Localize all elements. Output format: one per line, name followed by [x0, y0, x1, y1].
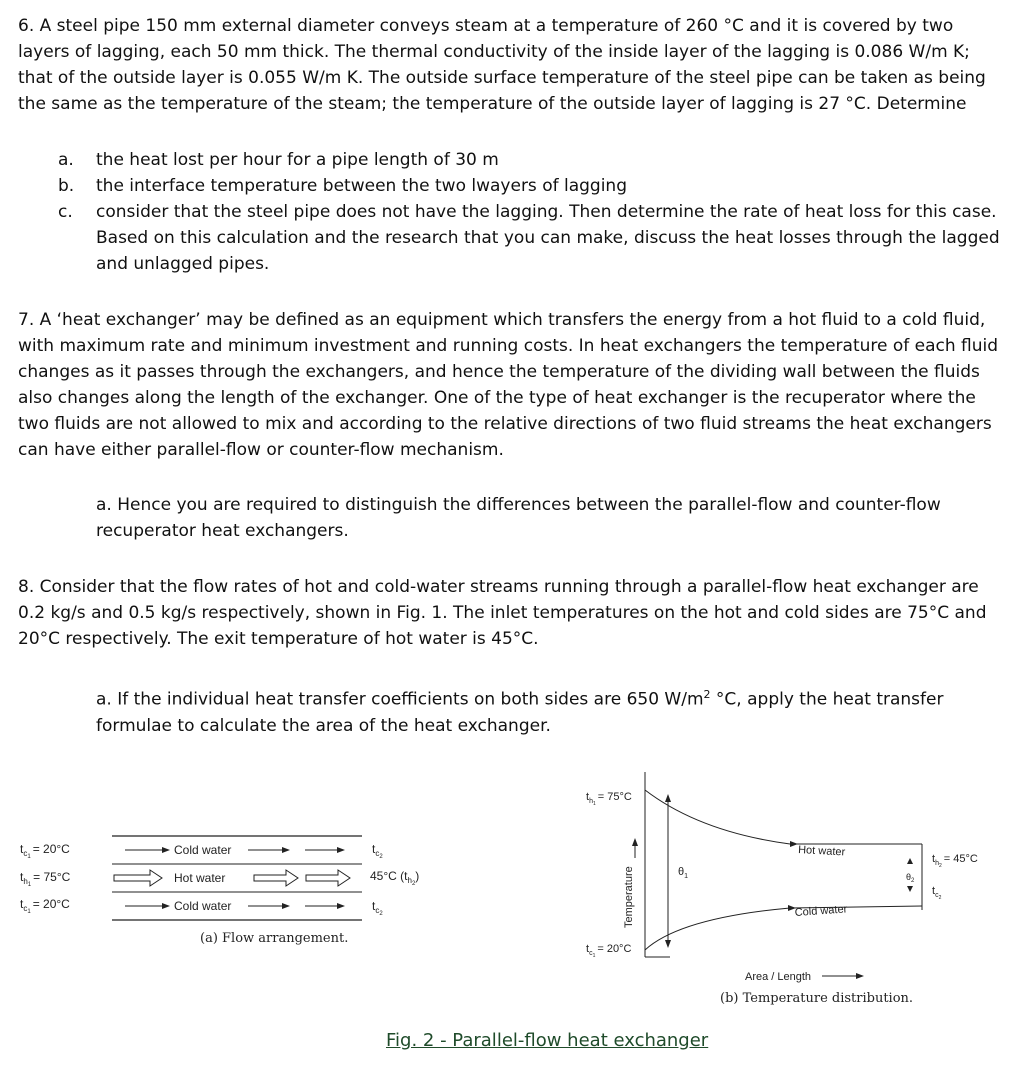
- y-arrowhead: [632, 838, 638, 846]
- flow-arrangement-caption: (a) Flow arrangement.: [200, 931, 349, 946]
- th2-right-label: $t_h2= 45^\circ C$: [932, 853, 978, 869]
- theta1-label: $\theta_1$: [678, 866, 689, 880]
- theta2-label: $\theta_2$: [906, 872, 915, 884]
- th1-axis-label: $t_h1= 75^\circ C$: [586, 791, 632, 807]
- list-text: consider that the steel pipe does not have the lagging. Then determine the rate of heat loss for this case. Based on this calculation and the research that you can make, discuss the heat losses through the lagged and unlagged pipes.: [96, 202, 1000, 274]
- x-axis-label: Area / Length: [745, 971, 812, 983]
- list-marker: b.: [58, 176, 75, 196]
- tc2-right-label: $t_c2$: [932, 885, 942, 901]
- hot-water-label: Hot water: [174, 871, 226, 885]
- list-marker: c.: [58, 202, 73, 222]
- y-axis-label: Temperature: [623, 866, 635, 928]
- q7-intro: 7. A ‘heat exchanger’ may be defined as an equipment which transfers the energy from a hot fluid to a cold fluid, with maximum rate and minimum investment and running costs. In heat exchangers the temperature of each fluid changes as it passes through the exchangers, and hence the temperature of the dividing wall between the fluids also changes along the length of the exchanger. One of the type of heat exchanger is the recuperator where the two fluids are not allowed to mix and according to the relative directions of two fluid streams the heat exchangers can have either parallel-flow or counter-flow mechanism.: [18, 310, 999, 460]
- cold-arrowhead: [162, 847, 170, 853]
- th2-exit-label: 45°C $(t_h2)$: [370, 869, 420, 887]
- hot-hollow-arrow: [254, 870, 298, 886]
- hot-water-curve-label: Hot water: [797, 844, 846, 859]
- theta2-arrowhead-down: [907, 886, 913, 892]
- temperature-distribution-figure: [560, 760, 1000, 1015]
- x-arrowhead: [856, 973, 864, 979]
- hot-curve: [645, 790, 922, 844]
- q8-intro: 8. Consider that the flow rates of hot and cold-water streams running through a parallel-flow heat exchanger are 0.2 kg/s and 0.5 kg/s respectively, shown in Fig. 1. The inlet temperatures on the hot and cold sides are 75°C and 20°C respectively. The exit temperature of hot water is 45°C.: [18, 577, 987, 649]
- th1-label: $t_h1= 75^\circ C$: [20, 870, 71, 888]
- flow-arrangement-figure: [0, 760, 420, 960]
- tc2-top-label: $t_c2$: [372, 842, 383, 860]
- q8-sub-a: [96, 682, 996, 739]
- tc1-top-label: $t_c1= 20^\circ C$: [20, 842, 70, 860]
- tc1-axis-label: $t_c1= 20^\circ C$: [586, 943, 632, 959]
- figure-caption: Fig. 2 - Parallel-flow heat exchanger: [386, 1030, 709, 1051]
- hot-curve-arrowhead: [790, 841, 798, 847]
- cold-water-bottom-label: Cold water: [174, 899, 232, 913]
- theta1-arrowhead-down: [665, 940, 671, 948]
- list-marker: a.: [58, 150, 74, 170]
- q8-sub-a-pre: a. If the individual heat transfer coefficients on both sides are 650 W/m: [96, 689, 704, 710]
- q8-sub-a-post: °C, apply the heat transfer formulae to calculate the area of the heat exchanger.: [96, 689, 944, 736]
- list-item: [58, 199, 1008, 277]
- theta2-arrowhead-up: [907, 858, 913, 864]
- tc2-bottom-label: $t_c2$: [372, 899, 383, 917]
- cold-water-curve-label: Cold water: [794, 903, 848, 919]
- cold-arrowhead: [282, 847, 290, 853]
- q6-list: [58, 147, 1008, 277]
- cold-arrowhead: [337, 847, 345, 853]
- q7-sub-a: a. Hence you are required to distinguish the differences between the parallel-flow and counter-flow recuperator heat exchangers.: [96, 495, 941, 541]
- list-text: the interface temperature between the two lwayers of lagging: [96, 176, 627, 196]
- cold-curve: [645, 906, 922, 950]
- cold-water-top-label: Cold water: [174, 843, 232, 857]
- cold-arrowhead: [162, 903, 170, 909]
- cold-arrowhead: [282, 903, 290, 909]
- list-item: [58, 173, 1008, 199]
- hot-hollow-arrow: [114, 870, 162, 886]
- tc1-bottom-label: $t_c1= 20^\circ C$: [20, 897, 70, 915]
- theta1-arrowhead-up: [665, 794, 671, 802]
- q8-sub-a-sup: 2: [703, 688, 711, 701]
- list-text: the heat lost per hour for a pipe length of 30 m: [96, 150, 499, 170]
- temperature-distribution-caption: (b) Temperature distribution.: [720, 991, 914, 1006]
- q6-intro: 6. A steel pipe 150 mm external diameter conveys steam at a temperature of 260 °C and it is covered by two layers of lagging, each 50 mm thick. The thermal conductivity of the inside layer of the lagging is 0.086 W/m K; that of the outside layer is 0.055 W/m K. The outside surface temperature of the steel pipe can be taken as being the same as the temperature of the steam; the temperature of the outside layer of lagging is 27 °C. Determine: [18, 16, 986, 114]
- cold-arrowhead: [337, 903, 345, 909]
- list-item: [58, 147, 1008, 173]
- hot-hollow-arrow: [306, 870, 350, 886]
